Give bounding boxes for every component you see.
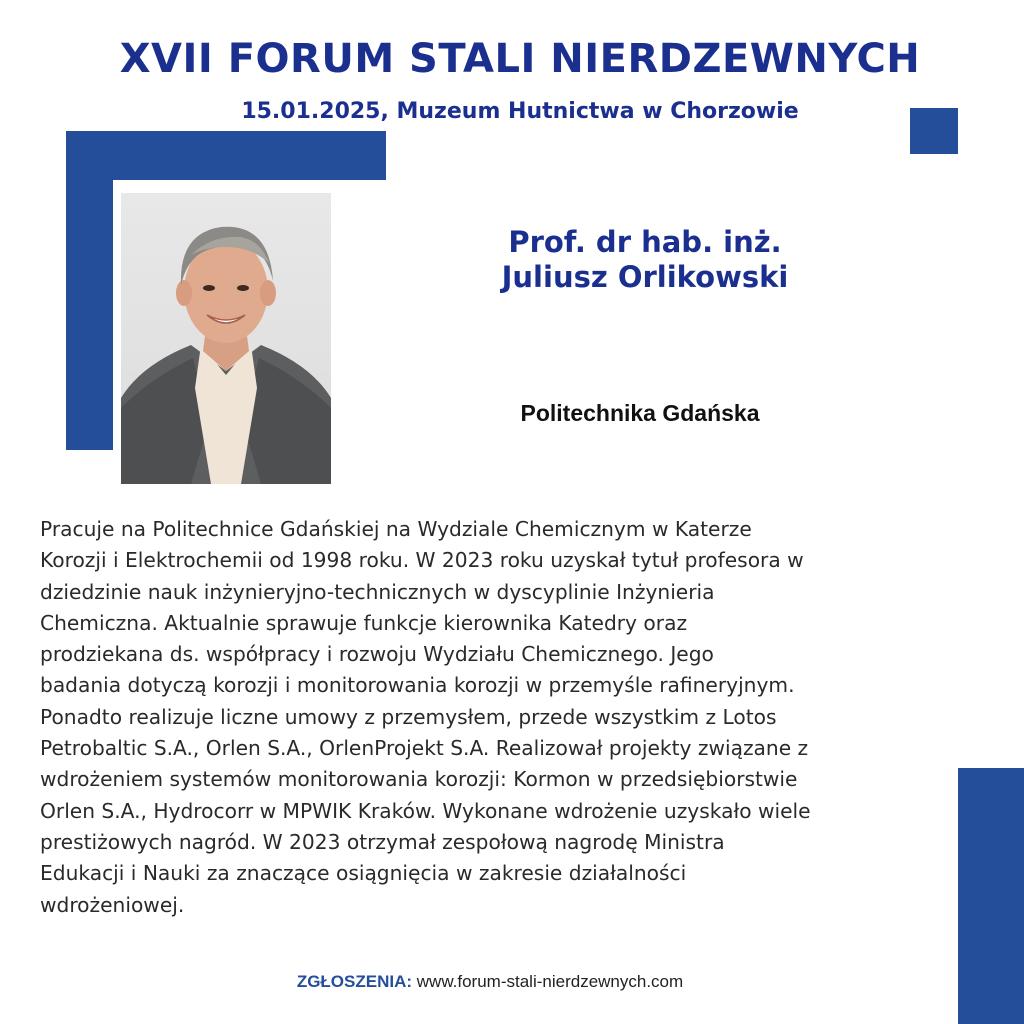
bio-line: badania dotyczą korozji i monitorowania korozji w przemyśle rafineryjnym. (40, 673, 795, 698)
event-title: XVII FORUM STALI NIERDZEWNYCH (119, 36, 921, 82)
speaker-title-line: Prof. dr hab. inż. (508, 225, 782, 259)
registration-label: ZGŁOSZENIA: (296, 972, 413, 991)
bio-line: Pracuje na Politechnice Gdańskiej na Wydziale Chemicznym w Katerze (40, 517, 752, 541)
bio-line: wdrożeniowej. (40, 892, 185, 917)
bio-line: Ponadto realizuje liczne umowy z przemysłem, przede wszystkim z Lotos (40, 704, 777, 729)
bio-line: Petrobaltic S.A., Orlen S.A., OrlenProjekt S.A. Realizował projekty związane z (40, 736, 809, 761)
bio-line: Orlen S.A., Hydrocorr w MPWIK Kraków. Wykonane wdrożenie uzyskało wiele (40, 798, 811, 823)
bio-line: dziedzinie nauk inżynieryjno-technicznych w dyscyplinie Inżynieria (40, 579, 715, 604)
decorative-frame-left (66, 131, 113, 450)
speaker-portrait-illustration (121, 193, 331, 484)
bio-line: prestiżowych nagród. W 2023 otrzymał zespołową nagrodę Ministra (40, 829, 725, 854)
speaker-name (430, 225, 860, 295)
event-date-venue: 15.01.2025, Muzeum Hutnictwa w Chorzowie (241, 99, 799, 124)
registration-footer (0, 972, 980, 992)
speaker-name-line: Juliusz Orlikowski (501, 260, 789, 294)
decorative-square (910, 108, 958, 154)
registration-url[interactable]: www.forum-stali-nierdzewnych.com (416, 972, 684, 991)
speaker-photo (121, 193, 331, 484)
decorative-frame-top (66, 131, 386, 180)
speaker-bio (40, 514, 940, 921)
bio-line: Chemiczna. Aktualnie sprawuje funkcje kierownika Katedry oraz (40, 610, 688, 635)
bio-line: Edukacji i Nauki za znaczące osiągnięcia w zakresie działalności (40, 861, 687, 886)
bio-line: Korozji i Elektrochemii od 1998 roku. W 2023 roku uzyskał tytuł profesora w (40, 548, 804, 573)
bio-line: prodziekana ds. współpracy i rozwoju Wydziału Chemicznego. Jego (40, 642, 714, 667)
speaker-affiliation: Politechnika Gdańska (520, 400, 760, 426)
bio-line: wdrożeniem systemów monitorowania korozji: Kormon w przedsiębiorstwie (40, 767, 798, 792)
